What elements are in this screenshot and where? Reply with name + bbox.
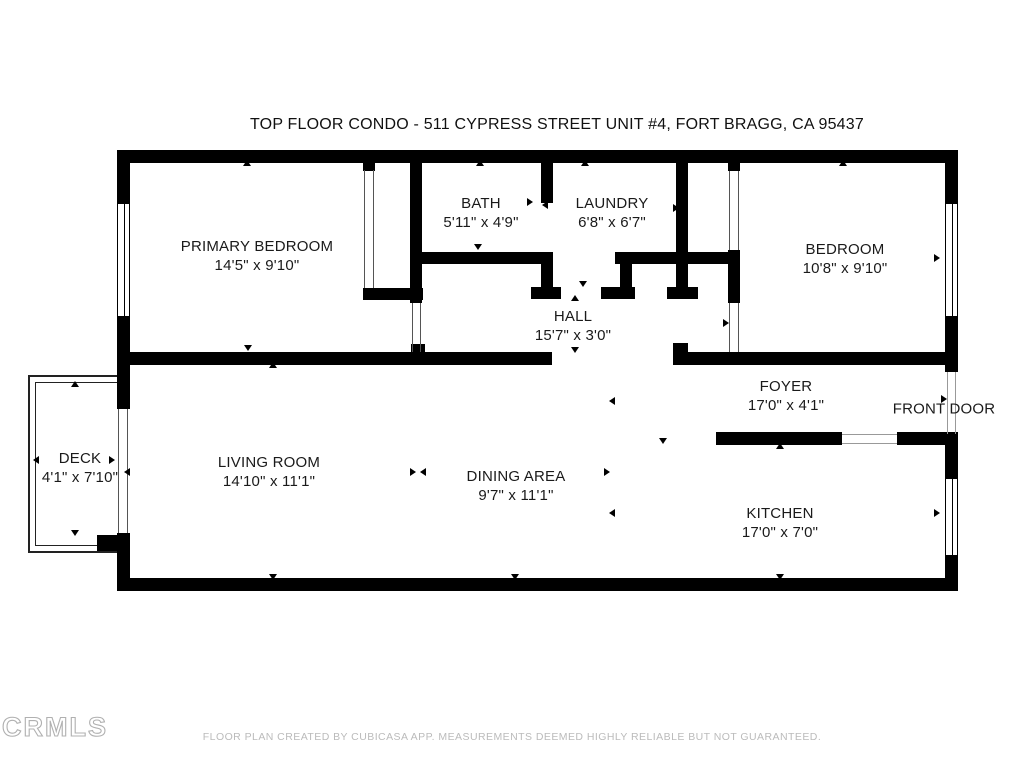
room-label-laundry xyxy=(576,194,649,232)
wall-stub xyxy=(620,262,632,288)
wall-laundry-right xyxy=(676,163,688,287)
crmls-watermark: CRMLS xyxy=(2,712,108,742)
wall-bath-right xyxy=(541,163,553,203)
window-symbol xyxy=(117,203,130,317)
window-symbol xyxy=(945,478,958,556)
wall-stub xyxy=(728,163,740,171)
room-label-living-room xyxy=(218,453,320,491)
room-dims: 9'7" x 11'1" xyxy=(478,487,554,504)
plan-title: TOP FLOOR CONDO - 511 CYPRESS STREET UNIT #4, FORT BRAGG, CA 95437 xyxy=(250,116,864,133)
room-dims: 5'11" x 4'9" xyxy=(443,214,519,231)
room-label-primary-bedroom xyxy=(181,237,333,275)
wall-foot xyxy=(667,287,698,299)
room-dims: 10'8" x 9'10" xyxy=(802,260,888,277)
dimension-arrow xyxy=(33,456,39,464)
wall-stub xyxy=(411,344,425,353)
wall-foyer-bottom xyxy=(897,432,958,445)
opening-line xyxy=(412,303,413,352)
footer-disclaimer: FLOOR PLAN CREATED BY CUBICASA APP. MEASUREMENTS DEEMED HIGHLY RELIABLE BUT NOT GUARANTEED. xyxy=(202,731,822,743)
opening-line xyxy=(420,303,421,352)
wall-bath-right xyxy=(541,252,553,288)
room-label-kitchen xyxy=(742,504,818,542)
wall-bath-left xyxy=(410,163,422,303)
room-dims: 15'7" x 3'0" xyxy=(534,327,612,344)
opening-line xyxy=(842,443,897,444)
room-name: PRIMARY BEDROOM xyxy=(180,238,334,255)
front-door-label: FRONT DOOR xyxy=(892,400,996,418)
opening-line xyxy=(373,170,374,288)
wall-middle-left xyxy=(117,352,552,365)
room-label-bedroom xyxy=(803,240,888,278)
wall-bedroom-left xyxy=(728,250,740,303)
dimension-arrow xyxy=(609,397,615,405)
door-arrow xyxy=(723,319,729,327)
room-dims: 4'1" x 7'10" xyxy=(41,469,119,486)
dimension-arrow xyxy=(124,468,130,476)
room-name: DECK xyxy=(58,450,102,467)
wall-right-segment xyxy=(945,150,958,203)
dimension-arrow xyxy=(579,281,587,287)
wall-bottom xyxy=(117,578,958,591)
opening-line xyxy=(729,303,730,352)
wall-right-segment xyxy=(945,556,958,591)
dimension-arrow xyxy=(776,443,784,449)
room-dims: 14'5" x 9'10" xyxy=(214,257,300,274)
dimension-arrow xyxy=(609,509,615,517)
dimension-arrow xyxy=(410,468,416,476)
dimension-arrow xyxy=(604,468,610,476)
dimension-arrow xyxy=(839,160,847,166)
room-dims: 17'0" x 4'1" xyxy=(747,397,825,414)
room-dims: 14'10" x 11'1" xyxy=(222,473,316,490)
room-label-hall xyxy=(535,307,611,345)
room-name: DINING AREA xyxy=(466,468,566,485)
door-arrow xyxy=(673,204,679,212)
dimension-arrow xyxy=(934,254,940,262)
dimension-arrow xyxy=(244,345,252,351)
dimension-arrow xyxy=(119,319,125,327)
room-name: LIVING ROOM xyxy=(217,454,321,471)
dimension-arrow xyxy=(581,160,589,166)
deck-step-block xyxy=(97,535,127,551)
dimension-arrow xyxy=(659,438,667,444)
dimension-arrow xyxy=(776,574,784,580)
wall-bath-bottom xyxy=(410,252,553,264)
window-symbol xyxy=(945,203,958,317)
room-label-bath xyxy=(443,194,518,232)
room-name: LAUNDRY xyxy=(575,195,649,212)
opening-line xyxy=(738,303,739,352)
dimension-arrow xyxy=(71,530,79,536)
wall-left-segment xyxy=(117,150,130,203)
dimension-arrow xyxy=(511,574,519,580)
dimension-arrow xyxy=(934,509,940,517)
dimension-arrow xyxy=(243,160,251,166)
dimension-arrow xyxy=(269,362,277,368)
room-label-deck xyxy=(42,449,118,487)
opening-line xyxy=(729,171,730,250)
room-dims: 17'0" x 7'0" xyxy=(741,524,819,541)
door-arrow xyxy=(542,201,548,209)
room-dims: 6'8" x 6'7" xyxy=(578,214,646,231)
dimension-arrow xyxy=(71,381,79,387)
room-name: KITCHEN xyxy=(746,505,814,522)
dimension-arrow xyxy=(420,468,426,476)
wall-foot xyxy=(601,287,635,299)
dimension-arrow xyxy=(474,244,482,250)
room-label-dining-area xyxy=(467,467,566,505)
dimension-arrow xyxy=(476,160,484,166)
room-name: BEDROOM xyxy=(805,241,885,258)
room-name: FOYER xyxy=(759,378,813,395)
room-name: BATH xyxy=(461,195,501,212)
dimension-arrow xyxy=(571,347,579,353)
room-label-foyer xyxy=(748,377,824,415)
opening-line xyxy=(364,170,365,288)
wall-stub xyxy=(673,343,688,353)
opening-line xyxy=(842,434,897,435)
wall-middle-right xyxy=(673,352,958,365)
dimension-arrow xyxy=(571,295,579,301)
opening-line xyxy=(738,171,739,250)
dimension-arrow xyxy=(269,574,277,580)
wall-foot xyxy=(531,287,561,299)
door-arrow xyxy=(527,198,533,206)
room-name: HALL xyxy=(553,308,593,325)
